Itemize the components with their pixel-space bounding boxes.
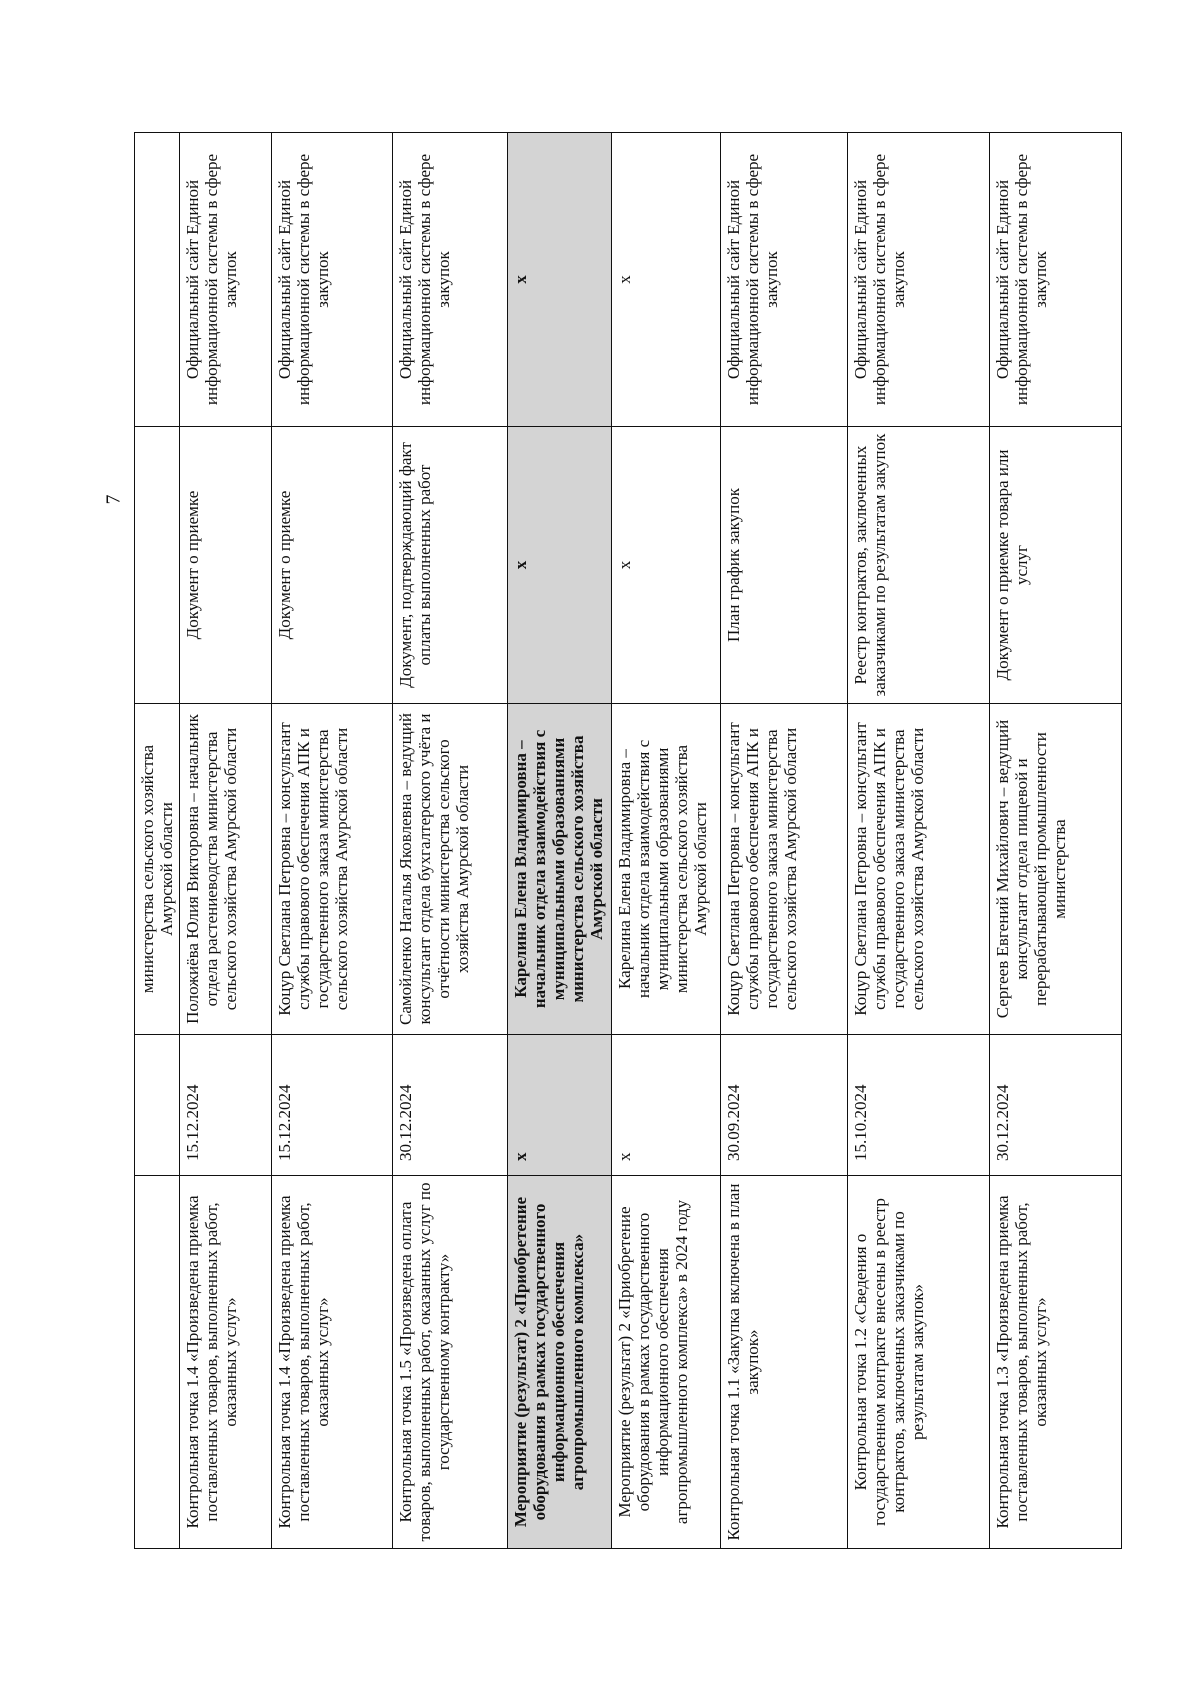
table-row [135,133,180,1549]
document-cell: Документ о приемке [272,427,393,704]
table-row [272,133,393,1549]
event-cell: Контрольная точка 1.4 «Произведена приемка поставленных товаров, выполненных работ, оказанных услуг» [180,1176,272,1549]
system-cell: Официальный сайт Единой информационной системы в сфере закупок [721,133,848,427]
responsible-cell: Самойленко Наталья Яковлевна – ведущий консультант отдела бухгалтерского учёта и отчётности министерства сельского хозяйства Амурской области [393,704,508,1035]
date-cell: х [508,1035,612,1176]
event-cell: Контрольная точка 1.3 «Произведена приемка поставленных товаров, выполненных работ, оказанных услуг» [990,1176,1122,1549]
date-cell: 30.09.2024 [721,1035,848,1176]
table-row [721,133,848,1549]
event-cell: Контрольная точка 1.4 «Произведена приемка поставленных товаров, выполненных работ, оказанных услуг» [272,1176,393,1549]
event-cell: Мероприятие (результат) 2 «Приобретение оборудования в рамках государственного информационного обеспечения агропромышленного комплекса» [508,1176,612,1549]
table-row-highlighted [508,133,612,1549]
system-cell: Официальный сайт Единой информационной системы в сфере закупок [272,133,393,427]
system-cell: Официальный сайт Единой информационной системы в сфере закупок [848,133,990,427]
responsible-cell: министерства сельского хозяйства Амурской области [135,704,180,1035]
table-row [612,133,721,1549]
system-cell: Официальный сайт Единой информационной системы в сфере закупок [393,133,508,427]
table-row [180,133,272,1549]
document-cell: Документ о приемке товара или услуг [990,427,1122,704]
system-cell: х [508,133,612,427]
responsible-cell: Сергеев Евгений Михайлович – ведущий консультант отдела пищевой и перерабатывающей промышленности министерства [990,704,1122,1035]
document-cell [135,427,180,704]
table-row [848,133,990,1549]
document-cell: Документ о приемке [180,427,272,704]
page-number: 7 [102,494,125,505]
date-cell: 15.12.2024 [180,1035,272,1176]
table-row [393,133,508,1549]
document-page [134,133,1123,1549]
control-points-table [134,132,1122,1549]
document-cell: х [508,427,612,704]
table-row [990,133,1122,1549]
system-cell: Официальный сайт Единой информационной системы в сфере закупок [180,133,272,427]
system-cell [135,133,180,427]
document-cell: х [612,427,721,704]
event-cell: Контрольная точка 1.2 «Сведения о государственном контракте внесены в реестр контрактов, заключенных заказчиками по результатам закупок» [848,1176,990,1549]
system-cell: Официальный сайт Единой информационной системы в сфере закупок [990,133,1122,427]
responsible-cell: Коцур Светлана Петровна – консультант службы правового обеспечения АПК и государственного заказа министерства сельского хозяйства Амурской области [272,704,393,1035]
document-cell: План график закупок [721,427,848,704]
responsible-cell: Положиёва Юлия Викторовна – начальник отдела растениеводства министерства сельского хозяйства Амурской области [180,704,272,1035]
responsible-cell: Карелина Елена Владимировна – начальник отдела взаимодействия с муниципальными образованиями министерства сельского хозяйства Амурской области [612,704,721,1035]
event-cell: Контрольная точка 1.5 «Произведена оплата товаров, выполненных работ, оказанных услуг по государственному контракту» [393,1176,508,1549]
document-cell: Документ, подтверждающий факт оплаты выполненных работ [393,427,508,704]
event-cell: Мероприятие (результат) 2 «Приобретение оборудования в рамках государственного информационного обеспечения агропромышленного комплекса» в 2024 году [612,1176,721,1549]
event-cell [135,1176,180,1549]
date-cell: х [612,1035,721,1176]
date-cell: 30.12.2024 [393,1035,508,1176]
event-cell: Контрольная точка 1.1 «Закупка включена в план закупок» [721,1176,848,1549]
system-cell: х [612,133,721,427]
date-cell: 15.12.2024 [272,1035,393,1176]
date-cell: 15.10.2024 [848,1035,990,1176]
date-cell [135,1035,180,1176]
responsible-cell: Коцур Светлана Петровна – консультант службы правового обеспечения АПК и государственного заказа министерства сельского хозяйства Амурской области [848,704,990,1035]
responsible-cell: Карелина Елена Владимировна – начальник отдела взаимодействия с муниципальными образованиями министерства сельского хозяйства Амурской области [508,704,612,1035]
date-cell: 30.12.2024 [990,1035,1122,1176]
document-cell: Реестр контрактов, заключенных заказчиками по результатам закупок [848,427,990,704]
responsible-cell: Коцур Светлана Петровна – консультант службы правового обеспечения АПК и государственного заказа министерства сельского хозяйства Амурской области [721,704,848,1035]
